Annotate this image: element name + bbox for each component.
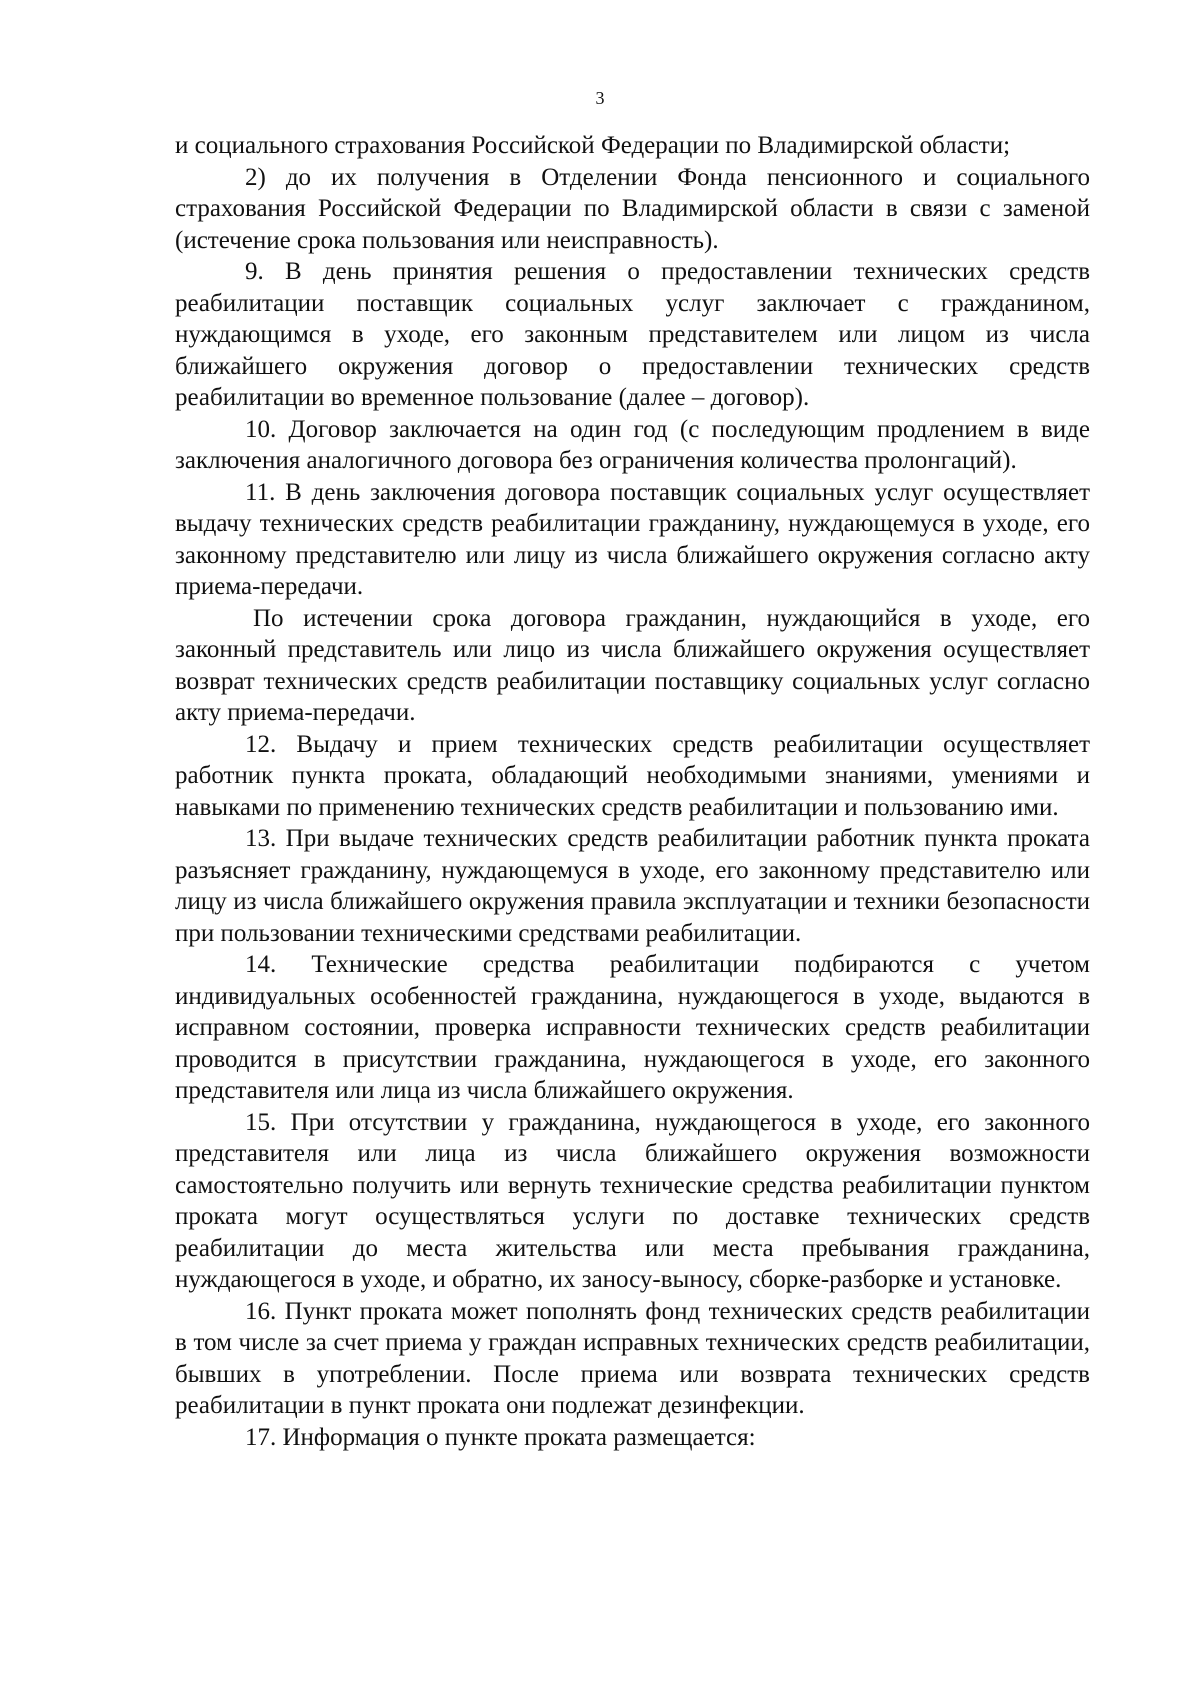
paragraph-clause-9: 9. В день принятия решения о предоставлении технических средств реабилитации поставщик социальных услуг заключает с гражданином, нуждающимся в уходе, его законным представителем или лицом из числа ближайшего окружения договор о предоставлении технических средств реабилитации во временное пользование (далее – договор). [175, 258, 1090, 411]
paragraph-continuation: и социального страхования Российской Федерации по Владимирской области; [175, 132, 1011, 159]
paragraph-clause-14: 14. Технические средства реабилитации подбираются с учетом индивидуальных особенностей гражданина, нуждающегося в уходе, выдаются в исправном состоянии, проверка исправности технических средств реабилитации проводится в присутствии гражданина, нуждающегося в уходе, его законного представителя или лица из числа ближайшего окружения. [175, 951, 1090, 1104]
paragraph-return-terms: По истечении срока договора гражданин, нуждающийся в уходе, его законный представитель или лицо из числа ближайшего окружения осуществляет возврат технических средств реабилитации поставщику социальных услуг согласно акту приема-передачи. [175, 604, 1090, 726]
paragraph-clause-17: 17. Информация о пункте проката размещается: [245, 1423, 756, 1451]
paragraph-clause-13: 13. При выдаче технических средств реабилитации работник пункта проката разъясняет гражданину, нуждающемуся в уходе, его законному представителю или лицу из числа ближайшего окружения правила эксплуатации и техники безопасности при пользовании техническими средствами реабилитации. [175, 825, 1090, 947]
paragraph-clause-11: 11. В день заключения договора поставщик социальных услуг осуществляет выдачу технических средств реабилитации гражданину, нуждающемуся в уходе, его законному представителю или лицу из числа ближайшего окружения согласно акту приема-передачи. [175, 478, 1090, 600]
paragraph-clause-16: 16. Пункт проката может пополнять фонд технических средств реабилитации в том числе за счет приема у граждан исправных технических средств реабилитации, бывших в употреблении. После приема или возврата технических средств реабилитации в пункт проката они подлежат дезинфекции. [175, 1297, 1090, 1419]
page-number: 3 [595, 88, 605, 108]
document-body [175, 130, 1090, 1453]
paragraph-item-2: 2) до их получения в Отделении Фонда пенсионного и социального страхования Российской Федерации по Владимирской области в связи с заменой (истечение срока пользования или неисправность). [175, 163, 1090, 254]
paragraph-clause-12: 12. Выдачу и прием технических средств реабилитации осуществляет работник пункта проката, обладающий необходимыми знаниями, умениями и навыками по применению технических средств реабилитации и пользованию ими. [175, 730, 1090, 821]
paragraph-clause-15: 15. При отсутствии у гражданина, нуждающегося в уходе, его законного представителя или лица из числа ближайшего окружения возможности самостоятельно получить или вернуть технические средства реабилитации пунктом проката могут осуществляться услуги по доставке технических средств реабилитации до места жительства или места пребывания гражданина, нуждающегося в уходе, и обратно, их заносу-выносу, сборке-разборке и установке. [175, 1108, 1090, 1293]
paragraph-clause-10: 10. Договор заключается на один год (с последующим продлением в виде заключения аналогичного договора без ограничения количества пролонгаций). [175, 415, 1090, 474]
